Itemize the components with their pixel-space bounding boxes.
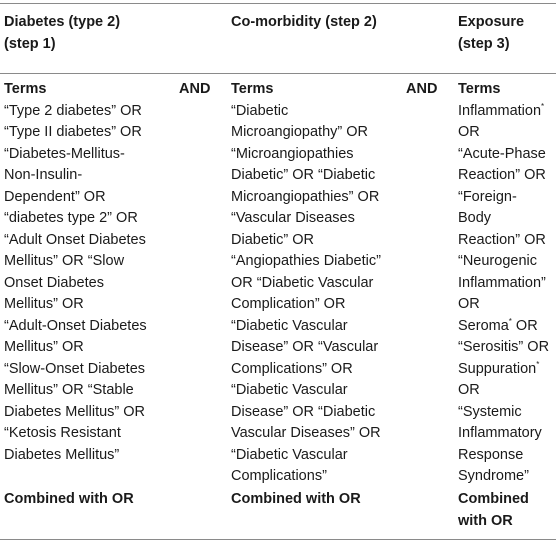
term-line <box>458 423 549 445</box>
term-line <box>458 144 549 166</box>
footer-line: Combined with OR <box>4 491 134 507</box>
terms-label: Terms <box>231 81 274 97</box>
term-line: “Diabetic Vascular <box>231 446 348 463</box>
footer-diabetes <box>4 489 134 511</box>
term-line: Disease” OR “Vascular <box>231 339 379 355</box>
term-line: “Diabetes-Mellitus- <box>4 145 125 162</box>
term-line: Mellitus” OR “Stable <box>4 382 134 398</box>
term-line <box>458 273 549 295</box>
term-text: Inflammatory <box>458 425 542 441</box>
term-text: “Neurogenic <box>458 253 537 269</box>
header-exposure <box>458 12 524 55</box>
term-line: Disease” OR “Diabetic <box>231 403 376 420</box>
term-text: OR <box>458 296 480 312</box>
term-text: Reaction” OR <box>458 231 546 248</box>
terms-label: Terms <box>4 81 47 97</box>
term-line <box>458 101 549 123</box>
term-text: “Systemic <box>458 403 522 420</box>
footnote-marker: * <box>508 316 512 326</box>
term-line <box>458 466 549 488</box>
term-line: Diabetes Mellitus” <box>4 446 120 463</box>
term-line <box>458 294 549 316</box>
and-connector-2: AND <box>406 81 438 97</box>
term-line: “Type 2 diabetes” OR <box>4 102 142 119</box>
footnote-marker: * <box>536 359 540 369</box>
term-text: OR <box>458 382 480 398</box>
term-line <box>458 251 549 273</box>
term-text: Response <box>458 446 524 463</box>
term-line <box>458 316 549 338</box>
term-line: Non-Insulin- <box>4 167 83 183</box>
term-line: OR “Diabetic Vascular <box>231 274 374 291</box>
header-rule <box>0 73 556 74</box>
header-line: (step 1) <box>4 35 56 52</box>
exposure-terms-list <box>458 101 549 488</box>
term-line <box>458 122 549 144</box>
and-connector-1: AND <box>179 81 211 97</box>
term-line: “Ketosis Resistant <box>4 425 121 441</box>
term-line: “Diabetic Vascular <box>231 382 348 398</box>
term-line <box>458 445 549 467</box>
footer-line: with OR <box>458 512 513 529</box>
term-line: “Microangiopathies <box>231 145 354 162</box>
term-line <box>458 165 549 187</box>
header-line: Co-morbidity (step 2) <box>231 14 377 30</box>
diabetes-terms-column <box>4 79 147 466</box>
term-text: Seroma <box>458 317 509 334</box>
term-line <box>458 230 549 252</box>
footer-exposure <box>458 489 529 532</box>
comorbidity-terms-column <box>231 79 381 488</box>
terms-label: Terms <box>458 81 501 97</box>
term-text: Inflammation” <box>458 274 546 291</box>
term-line <box>458 337 549 359</box>
top-rule <box>0 3 556 4</box>
term-line: “Type II diabetes” OR <box>4 124 142 140</box>
term-text: Body <box>458 210 492 226</box>
term-text: Syndrome” <box>458 468 529 484</box>
term-line <box>458 402 549 424</box>
header-line: Exposure <box>458 14 525 30</box>
term-line: Onset Diabetes <box>4 274 104 291</box>
term-line: Dependent” OR <box>4 188 106 205</box>
term-line: “Diabetic <box>231 102 289 119</box>
term-line: Diabetic” OR “Diabetic <box>231 167 376 183</box>
term-text: Inflammation <box>458 102 542 119</box>
term-suffix: OR <box>511 317 538 334</box>
term-line: “Adult-Onset Diabetes <box>4 317 147 334</box>
exposure-terms-column <box>458 79 549 488</box>
term-line: Microangiopathy” OR <box>231 124 368 140</box>
term-line <box>458 380 549 402</box>
term-text: Reaction” OR <box>458 167 546 183</box>
header-line: Diabetes (type 2) <box>4 14 121 30</box>
term-text: “Foreign- <box>458 188 517 205</box>
term-line: “Adult Onset Diabetes <box>4 231 146 248</box>
term-text: “Acute-Phase <box>458 145 546 162</box>
term-line <box>458 187 549 209</box>
term-line: “diabetes type 2” OR <box>4 210 138 226</box>
footnote-marker: * <box>541 101 545 111</box>
term-line <box>458 359 549 381</box>
term-line: Diabetic” OR <box>231 231 314 248</box>
bottom-rule <box>0 539 556 540</box>
term-line: Complications” <box>231 468 327 484</box>
footer-line: Combined <box>458 491 529 507</box>
term-line <box>458 208 549 230</box>
term-line: Mellitus” OR <box>4 339 84 355</box>
term-line: Vascular Diseases” OR <box>231 425 381 441</box>
header-comorbidity <box>231 12 377 34</box>
term-text: OR <box>458 124 480 140</box>
term-text: “Serositis” OR <box>458 339 550 355</box>
term-line: Mellitus” OR “Slow <box>4 253 125 269</box>
term-line: Complications” OR <box>231 360 353 377</box>
term-line: Diabetes Mellitus” OR <box>4 403 146 420</box>
comorbidity-terms-list <box>231 101 381 488</box>
term-line: “Diabetic Vascular <box>231 317 348 334</box>
term-line: Microangiopathies” OR <box>231 188 380 205</box>
header-diabetes <box>4 12 120 55</box>
term-line: “Slow-Onset Diabetes <box>4 360 146 377</box>
term-line: Complication” OR <box>231 296 346 312</box>
term-text: Suppuration <box>458 360 537 377</box>
term-line: “Vascular Diseases <box>231 210 355 226</box>
term-line: Mellitus” OR <box>4 296 84 312</box>
diabetes-terms-list <box>4 101 147 467</box>
footer-line: Combined with OR <box>231 491 361 507</box>
term-line: “Angiopathies Diabetic” <box>231 253 381 269</box>
footer-comorbidity <box>231 489 361 511</box>
header-line: (step 3) <box>458 35 510 52</box>
